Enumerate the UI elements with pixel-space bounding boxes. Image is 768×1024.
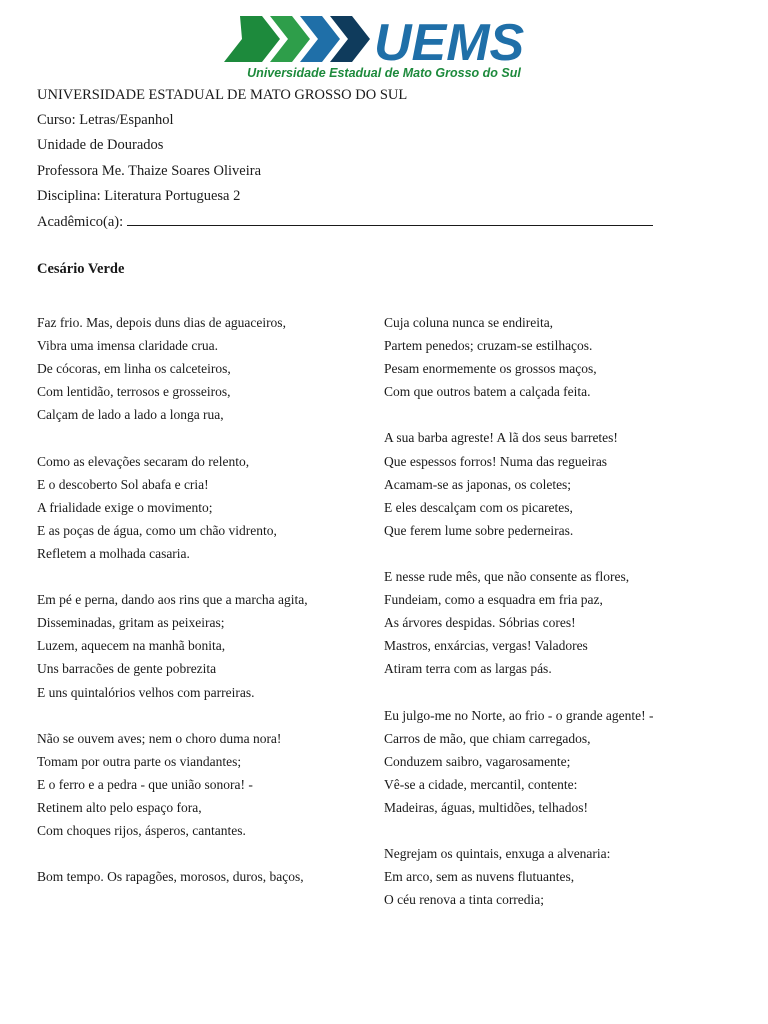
professor-line: Professora Me. Thaize Soares Oliveira — [37, 163, 262, 179]
verse-line: Conduzem saibro, vagarosamente; — [384, 753, 571, 769]
stanza — [384, 426, 684, 541]
verse-line: Retinem alto pelo espaço fora, — [37, 799, 202, 815]
logo-subtitle: Universidade Estadual de Mato Grosso do Sul — [247, 66, 521, 80]
verse-line: Negrejam os quintais, enxuga a alvenaria: — [384, 846, 611, 862]
verse-line: Tomam por outra parte os viandantes; — [37, 753, 242, 769]
verse-line: Não se ouvem aves; nem o choro duma nora! — [37, 730, 282, 746]
uems-logo — [224, 12, 544, 82]
student-name-blank — [127, 213, 653, 226]
stanza — [384, 704, 684, 819]
verse-line: E uns quintalórios velhos com parreiras. — [37, 684, 255, 700]
verse-line: Madeiras, águas, multidões, telhados! — [384, 799, 588, 815]
verse-line: E o ferro e a pedra - que união sonora! - — [37, 776, 253, 792]
verse-line: Vê-se a cidade, mercantil, contente: — [384, 776, 578, 792]
stanza — [37, 865, 311, 888]
verse-line: Com lentidão, terrosos e grosseiros, — [37, 384, 231, 400]
verse-line: Calçam de lado a lado a longa rua, — [37, 407, 224, 423]
verse-line: Acamam-se as japonas, os coletes; — [384, 476, 572, 492]
university-name: UNIVERSIDADE ESTADUAL DE MATO GROSSO DO SUL — [37, 87, 408, 103]
verse-line: Disseminadas, gritam as peixeiras; — [37, 615, 225, 631]
author-heading: Cesário Verde — [37, 261, 125, 277]
unit-line: Unidade de Dourados — [37, 137, 164, 153]
verse-line: E as poças de água, como um chão vidrento, — [37, 522, 277, 538]
verse-line: Como as elevações secaram do relento, — [37, 453, 250, 469]
verse-line: Partem penedos; cruzam-se estilhaços. — [384, 338, 593, 354]
verse-line: Que ferem lume sobre pederneiras. — [384, 522, 574, 538]
verse-line: As árvores despidas. Sóbrias cores! — [384, 615, 576, 631]
verse-line: E eles descalçam com os picaretes, — [384, 499, 573, 515]
verse-line: Refletem a molhada casaria. — [37, 545, 190, 561]
verse-line: E o descoberto Sol abafa e cria! — [37, 476, 209, 492]
verse-line: Uns barracões de gente pobrezita — [37, 661, 217, 677]
verse-line: Com choques rijos, ásperos, cantantes. — [37, 823, 246, 839]
logo-wordmark: UEMS — [374, 14, 525, 68]
verse-line: A sua barba agreste! A lã dos seus barretes! — [384, 430, 618, 446]
discipline-line: Disciplina: Literatura Portuguesa 2 — [37, 188, 241, 204]
stanza — [37, 727, 311, 842]
poem-column-right — [384, 311, 684, 935]
verse-line: Eu julgo-me no Norte, ao frio - o grande agente! - — [384, 707, 654, 723]
stanza — [384, 842, 684, 911]
stanza — [37, 588, 311, 703]
course-line: Curso: Letras/Espanhol — [37, 112, 174, 128]
verse-line: De cócoras, em linha os calceteiros, — [37, 361, 231, 377]
stanza — [37, 311, 311, 426]
stanza — [384, 565, 684, 680]
verse-line: Atiram terra com as largas pás. — [384, 661, 552, 677]
uems-logo-mark — [224, 12, 544, 68]
stanza — [37, 450, 311, 565]
verse-line: Fundeiam, como a esquadra em fria paz, — [384, 592, 603, 608]
verse-line: Carros de mão, que chiam carregados, — [384, 730, 591, 746]
poem-column-left — [37, 311, 311, 911]
verse-line: Faz frio. Mas, depois duns dias de aguaceiros, — [37, 315, 286, 330]
verse-line: A frialidade exige o movimento; — [37, 499, 213, 515]
verse-line: Cuja coluna nunca se endireita, — [384, 315, 554, 330]
verse-line: Em arco, sem as nuvens flutuantes, — [384, 869, 575, 885]
verse-line: Vibra uma imensa claridade crua. — [37, 338, 218, 354]
logo-chevron-1 — [224, 16, 280, 62]
verse-line: Com que outros batem a calçada feita. — [384, 384, 591, 400]
verse-line: E nesse rude mês, que não consente as flores, — [384, 569, 630, 585]
verse-line: Em pé e perna, dando aos rins que a marcha agita, — [37, 592, 308, 608]
verse-line: Luzem, aquecem na manhã bonita, — [37, 638, 226, 654]
student-label: Acadêmico(a): — [37, 214, 124, 230]
verse-line: Que espessos forros! Numa das regueiras — [384, 453, 608, 469]
verse-line: O céu renova a tinta corredia; — [384, 892, 545, 908]
stanza — [384, 311, 684, 403]
verse-line: Mastros, enxárcias, vergas! Valadores — [384, 638, 588, 654]
verse-line: Bom tempo. Os rapagões, morosos, duros, baços, — [37, 869, 304, 885]
student-field — [37, 213, 653, 231]
verse-line: Pesam enormemente os grossos maços, — [384, 361, 597, 377]
